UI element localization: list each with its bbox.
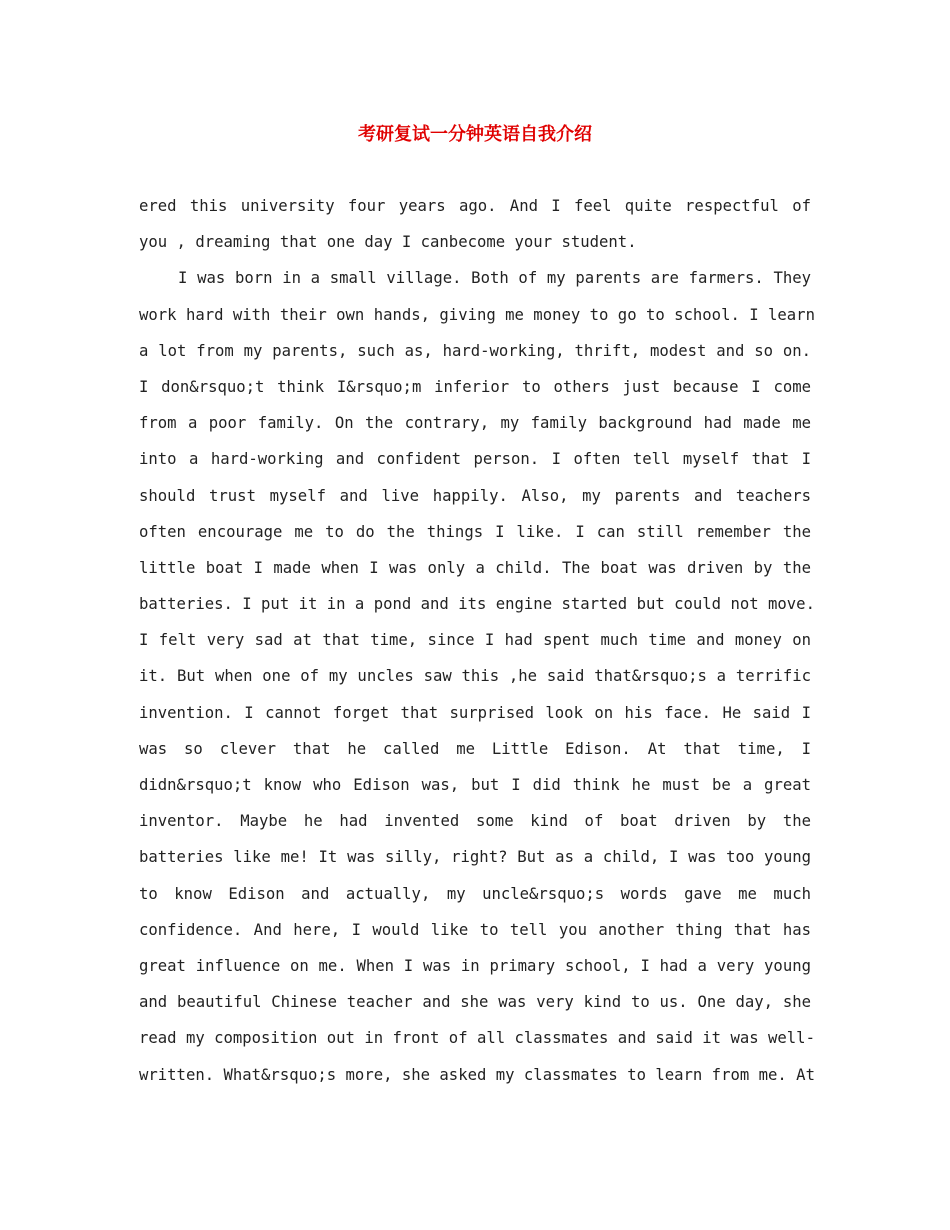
document-body xyxy=(139,188,815,1093)
text-line: inventor. Maybe he had invented some kind of boat driven by the xyxy=(139,812,811,831)
text-line: little boat I made when I was only a child. The boat was driven by the xyxy=(139,558,811,577)
text-line: I was born in a small village. Both of my parents are farmers. They xyxy=(178,269,811,288)
text-line: great influence on me. When I was in primary school, I had a very young xyxy=(139,956,811,975)
text-line: work hard with their own hands, giving me money to go to school. I learn xyxy=(139,305,815,324)
text-line: from a poor family. On the contrary, my family background had made me xyxy=(139,414,811,433)
text-line: ered this university four years ago. And I feel quite respectful of xyxy=(139,197,811,215)
text-line: didn&rsquo;t know who Edison was, but I did think he must be a great xyxy=(139,776,811,794)
text-line: I don&rsquo;t think I&rsquo;m inferior to others just because I come xyxy=(139,377,811,396)
text-line: batteries like me! It was silly, right? But as a child, I was too young xyxy=(139,848,811,867)
text-line: you , dreaming that one day I canbecome your student. xyxy=(139,233,637,252)
text-line: into a hard-working and confident person. I often tell myself that I xyxy=(139,450,811,469)
text-line: I felt very sad at that time, since I had spent much time and money on xyxy=(139,631,811,650)
text-line: invention. I cannot forget that surprised look on his face. He said I xyxy=(139,703,811,722)
text-line: to know Edison and actually, my uncle&rsquo;s words gave me much xyxy=(139,884,811,903)
text-line: read my composition out in front of all classmates and said it was well- xyxy=(139,1029,815,1048)
text-line: and beautiful Chinese teacher and she was very kind to us. One day, she xyxy=(139,993,811,1012)
text-line: was so clever that he called me Little Edison. At that time, I xyxy=(139,739,811,758)
text-line: should trust myself and live happily. Also, my parents and teachers xyxy=(139,486,811,505)
text-line: confidence. And here, I would like to tell you another thing that has xyxy=(139,920,811,939)
text-line: often encourage me to do the things I like. I can still remember the xyxy=(139,522,811,541)
text-line: written. What&rsquo;s more, she asked my classmates to learn from me. At xyxy=(139,1065,815,1084)
text-line: a lot from my parents, such as, hard-working, thrift, modest and so on. xyxy=(139,341,811,360)
document-title: 考研复试一分钟英语自我介绍 xyxy=(358,124,592,145)
text-line: batteries. I put it in a pond and its engine started but could not move. xyxy=(139,595,815,614)
text-line: it. But when one of my uncles saw this ,he said that&rsquo;s a terrific xyxy=(139,667,811,686)
